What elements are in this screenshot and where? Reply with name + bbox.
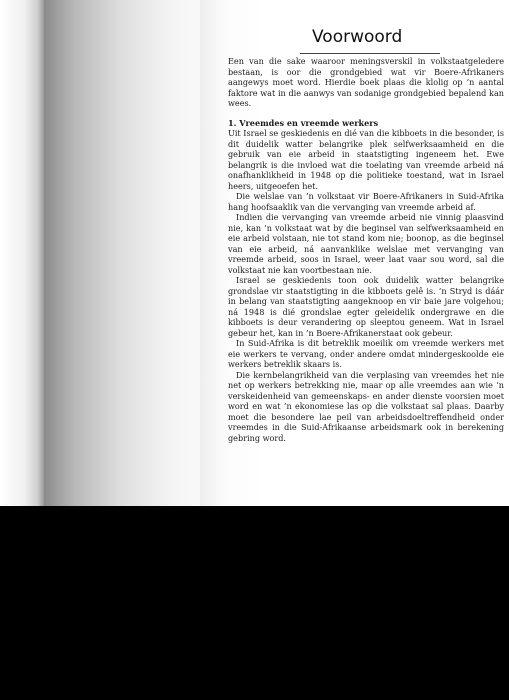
paragraph: Uit Israel se geskiedenis en dié van die kibboets in die besonder, is dit duidelik watter belangrike plek selfwerksaamheid en die gebruik van eie arbeid in staatstigting ingeneem het. Ewe belangrik is die invloed wat die toelating van vreemde arbeid ná onafhanklikheid in 1948 op die politieke toestand, wat in Israel heers, uitgeoefen het. xyxy=(228,128,504,191)
left-page-edge xyxy=(0,0,44,506)
paragraph: Die welslae van ’n volkstaat vir Boere-Afrikaners in Suid-Afrika hang hoofsaaklik van die vervanging van vreemde arbeid af. xyxy=(228,191,504,212)
scanner-background xyxy=(0,506,509,700)
book-gutter-shadow xyxy=(44,0,214,506)
paragraph: Indien die vervanging van vreemde arbeid nie vinnig plaasvind nie, kan ’n volkstaat wat by die beginsel van selfwerksaamheid en eie arbeid volstaan, nie tot stand kom nie; boonop, as die beginsel van eie arbeid, ná aanvanklike welslae met vervanging van vreemde arbeid, soos in Israel, weer laat vaar sou word, sal die volkstaat nie kan voortbestaan nie. xyxy=(228,212,504,275)
intro-paragraph: Een van die sake waaroor meningsverskil in volkstaatgeledere bestaan, is oor die grondgebied wat vir Boere-Afrikaners aangewys moet word. Hierdie boek plaas die klolig op ’n aantal faktore wat in die aanwys van sodanige grondgebied bepalend kan wees. xyxy=(228,56,504,108)
section-heading: 1. Vreemdes en vreemde werkers xyxy=(228,117,379,128)
paragraph: Israel se geskiedenis toon ook duidelik watter belangrike grondslae vir staatstigting in die kibboets gelê is. ’n Stryd is dáár in belang van staatstigting aangeknoop en vir baie jare volgehou; ná 1948 is dié grondslae egter geleidelik ondergrawe en die kibboets is deur verandering op sleeptou geneem. Wat in Israel gebeur het, kan in ’n Boere-Afrikanerstaat ook gebeur. xyxy=(228,275,504,338)
paragraph: In Suid-Afrika is dit betreklik moeilik om vreemde werkers met eie werkers te vervang, onder andere omdat mindergeskoolde eie werkers betreklik skaars is. xyxy=(228,338,504,369)
title-rule xyxy=(300,53,440,54)
paragraph: Die kernbelangrikheid van die verplasing van vreemdes het nie net op werkers betrekking nie, maar op alle vreemdes aan wie ’n verskeidenheid van gemeenskaps- en ander dienste voorsien moet word en wat ’n ekonomiese las op die volkstaat sal plaas. Daarby moet die besondere lae peil van arbeidsdoeltreffendheid onder vreemdes in die Suid-Afrikaanse arbeidsmark ook in berekening gebring word. xyxy=(228,369,504,443)
page-title: Voorwoord xyxy=(312,27,403,47)
body-text xyxy=(228,56,504,443)
